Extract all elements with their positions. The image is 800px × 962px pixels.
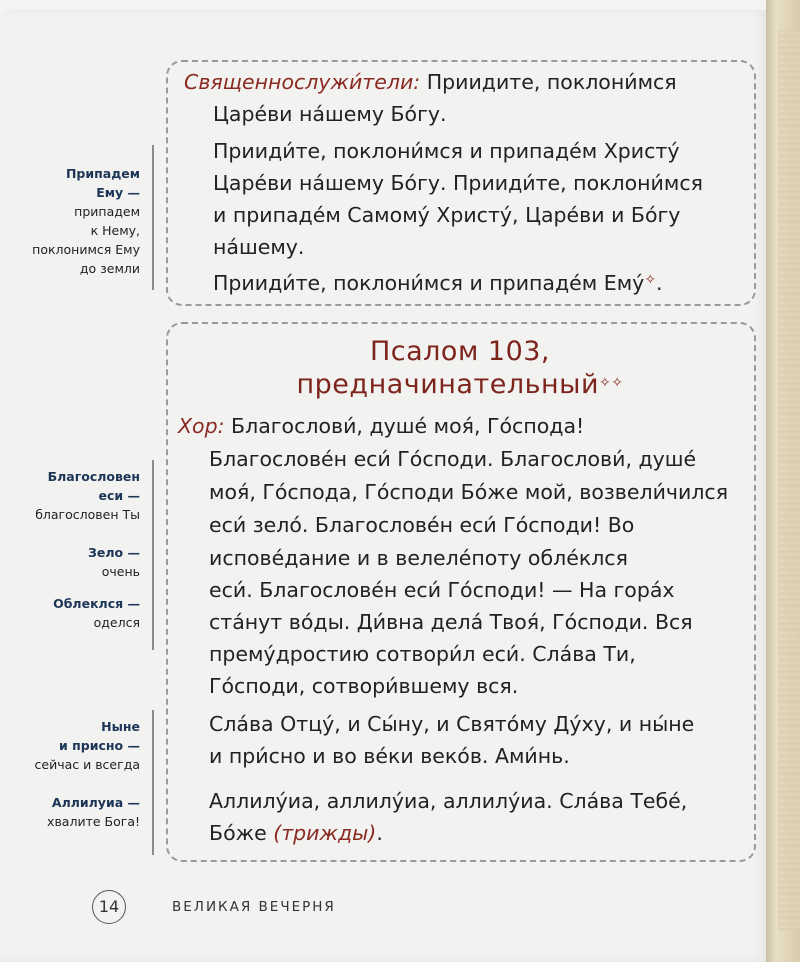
psalm-title-line-1: Псалом 103, [369,336,551,367]
rubric-note: (трижды) [273,821,377,845]
gloss-pripadem: Припадем Ему — припадем к Нему, поклонимся Ему до земли [32,166,140,276]
priests-line-7: Прииди́те, поклони́мся и припаде́м Ему́✧. [213,271,663,295]
footnote-star-icon: ✧ [644,272,657,288]
priests-line-2: Царе́ви на́шему Бо́гу. [213,102,447,126]
gloss-blagosloven: Благословен еси — благословен Ты [35,469,140,522]
speaker-choir: Хор: [178,414,225,438]
margin-rule-3 [152,710,154,855]
psalm-line-2: Благослове́н еси́ Го́споди. Благослови́, душе́ [209,447,697,471]
psalm-line-7: ста́нут во́ды. Ди́вна дела́ Твоя́, Го́споди. Вся [209,610,693,634]
priests-line-3: Прииди́те, поклони́мся и припаде́м Христу́ [213,139,680,163]
psalm-line-8: прему́дростию сотвори́л еси́. Сла́ва Ти, [209,642,636,666]
psalm-line-6: еси́. Благослове́н еси́ Го́споди! — На гора́х [209,578,675,602]
running-footer: ВЕЛИКАЯ ВЕЧЕРНЯ [172,899,336,915]
priests-line-1: Священнослужи́тели: Приидите, поклони́мся [184,70,677,94]
page-edges [778,30,800,930]
gloss-alliluia: Аллилуиа — хвалите Бога! [47,795,140,829]
psalm-line-9: Го́споди, сотвори́вшему вся. [209,674,519,698]
psalm-line-11: и при́сно и во ве́ки веко́в. Ами́нь. [209,744,570,768]
psalm-line-12: Аллилу́иа, аллилу́иа, аллилу́иа. Сла́ва Тебе́, [209,789,688,813]
priests-line-5: и припаде́м Самому́ Христу́, Царе́ви и Бо́гу [213,203,681,227]
footnote-double-star-icon: ✧✧ [599,375,624,391]
margin-rule-2 [152,460,154,650]
psalm-line-10: Сла́ва Отцу́, и Сы́ну, и Свято́му Ду́ху, и ны́не [209,712,695,736]
psalm-line-1: Хор: Благослови́, душе́ моя́, Го́спода! [178,414,585,438]
psalm-line-3: моя́, Го́спода, Го́споди Бо́же мой, возвели́чился [209,480,729,504]
psalm-line-5: испове́дание и в велеле́поту обле́клся [209,546,628,570]
psalm-line-13: Бо́же (трижды). [209,821,383,845]
priests-line-4: Царе́ви на́шему Бо́гу. Прииди́те, поклони́мся [213,171,703,195]
speaker-priests: Священнослужи́тели: [184,70,421,94]
page-number: 14 [92,890,126,924]
psalm-title-line-2: предначинательный✧✧ [296,369,624,400]
priests-line-6: на́шему. [213,235,305,259]
gloss-zelo: Зело — очень [88,545,140,579]
margin-rule-1 [152,145,154,290]
psalm-line-4: еси́ зело́. Благослове́н еси́ Го́споди! Во [209,513,635,537]
gloss-nyne: Ныне и присно — сейчас и всегда [34,719,140,772]
gloss-oboleksya: Облеклся — оделся [53,596,140,630]
